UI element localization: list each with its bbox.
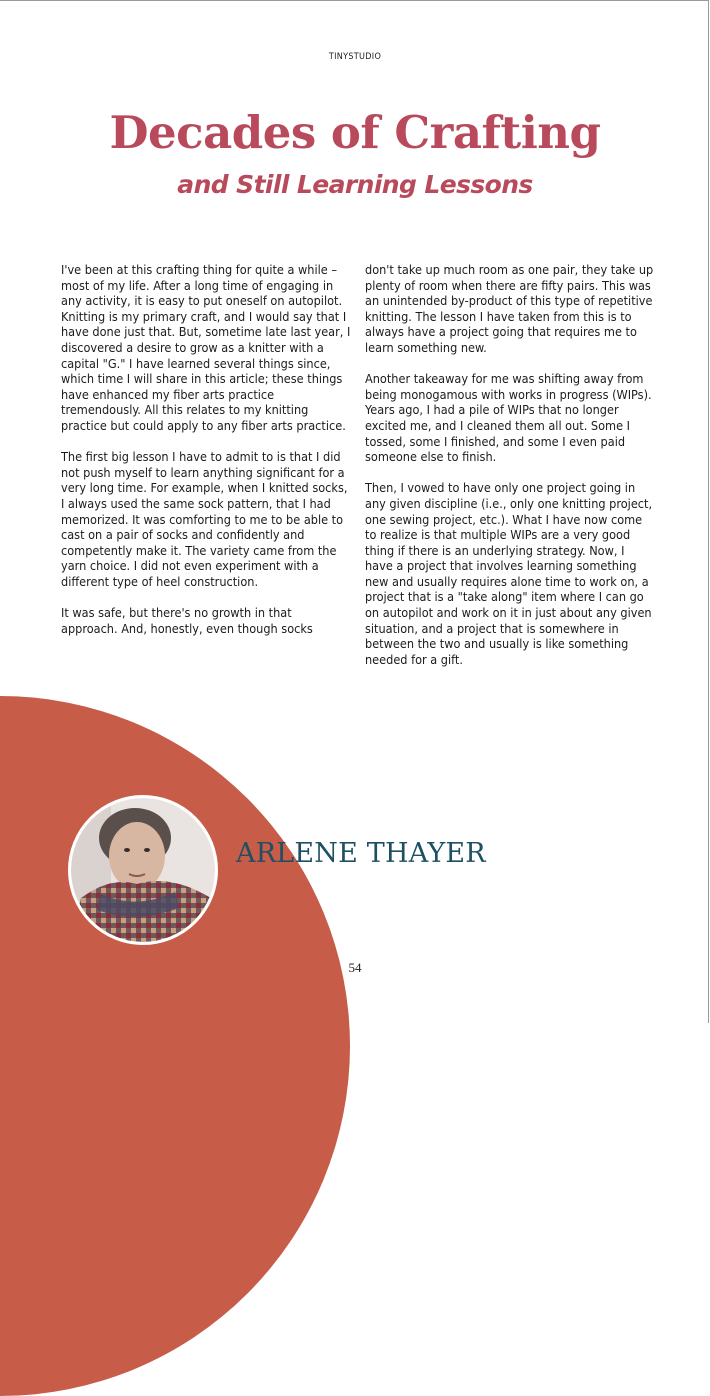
text-column-right <box>365 262 655 683</box>
paragraph-split-end: don't take up much room as one pair, they take up plenty of room when there are fifty pairs. This was an unintended by-product of this type of repetitive knitting. The lesson I have taken from this is to always have a project going that requires me to learn something new. <box>365 262 654 355</box>
publication-header: TINYSTUDIO <box>328 52 382 62</box>
paragraph: I've been at this crafting thing for quite a while – most of my life. After a long time of engaging in any activity, it is easy to put oneself on autopilot. Knitting is my primary craft, and I would say that I have done just that. But, sometime late last year, I discovered a desire to grow as a knitter with a capital "G." I have learned several things since, which time I will share in this article; these things have enhanced my fiber arts practice tremendously. All this relates to my knitting practice but could apply to any fiber arts practice. <box>61 262 351 433</box>
author-portrait-image <box>71 798 215 942</box>
page-number: 54 <box>348 960 362 975</box>
article-subtitle: and Still Learning Lessons <box>177 170 533 199</box>
text-column-left <box>61 262 351 652</box>
paragraph-split-start: It was safe, but there's no growth in that approach. And, honestly, even though socks <box>61 605 313 636</box>
paragraph: Another takeaway for me was shifting away from being monogamous with works in progress (WIPs). Years ago, I had a pile of WIPs that no longer excited me, and I cleaned them all out. Some I tossed, some I finished, and some I even paid someone else to finish. <box>365 371 652 465</box>
decorative-circle <box>0 696 350 1396</box>
author-photo <box>68 795 218 945</box>
paragraph: Then, I vowed to have only one project going in any given discipline (i.e., only one knitting project, one sewing project, etc.). What I have now come to realize is that multiple WIPs are a very good thing if there is an underlying strategy. Now, I have a project that involves learning something new and usually requires alone time to work on, a project that is a "take along" item where I can go on autopilot and work on it in just about any given situation, and a project that is somewhere in between the two and usually is like something needed for a gift. <box>365 480 653 667</box>
paragraph: The first big lesson I have to admit to is that I did not push myself to learn anything significant for a very long time. For example, when I knitted socks, I always used the same sock pattern, that I had memorized. It was comforting to me to be able to cast on a pair of socks and confidently and competently make it. The variety came from the yarn choice. I did not even experiment with a different type of heel construction. <box>61 449 348 589</box>
author-name: ARLENE THAYER <box>236 838 486 869</box>
article-title: Decades of Crafting <box>109 106 601 159</box>
